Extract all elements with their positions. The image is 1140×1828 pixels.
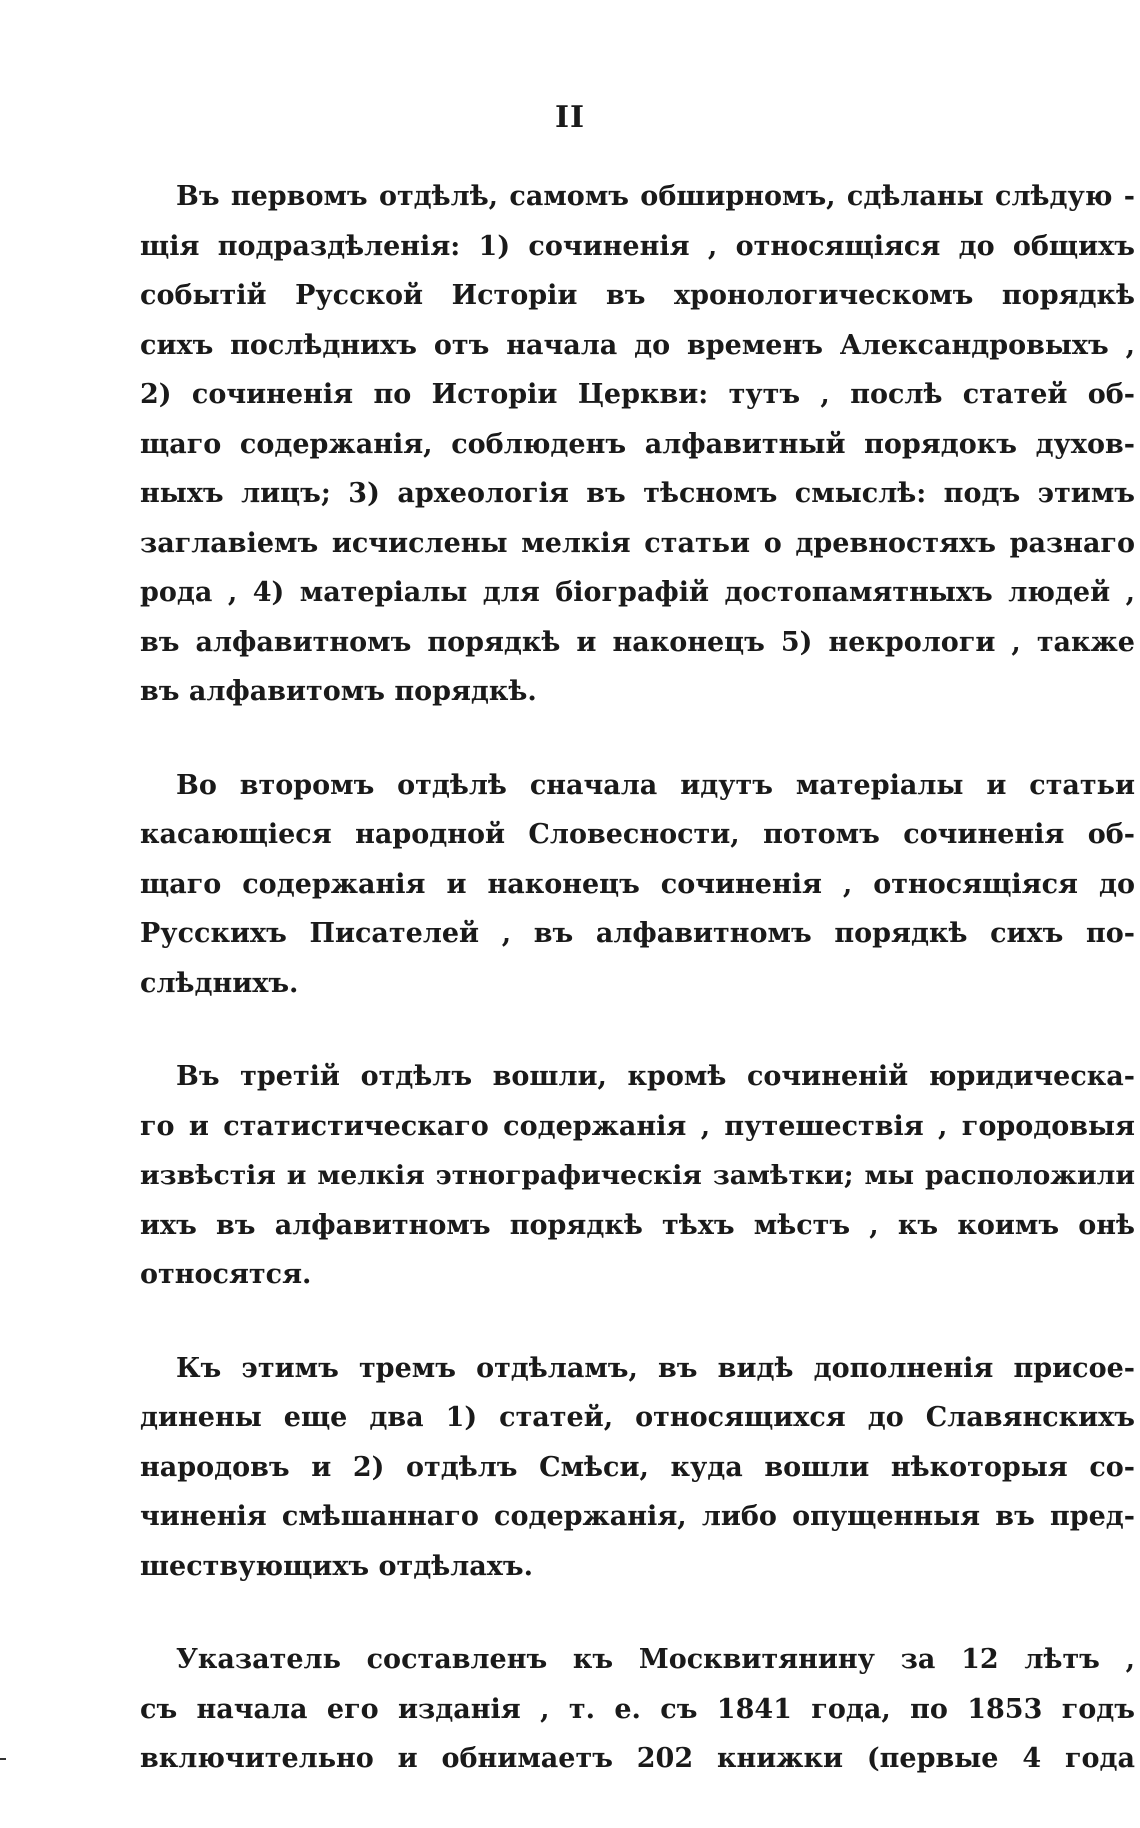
text-line: въ алфавитномъ порядкѣ и наконецъ 5) некрологи , также xyxy=(140,626,1135,658)
paragraph-2 xyxy=(140,761,1135,1009)
text-line: го и статистическаго содержанія , путешествія , городовыя xyxy=(140,1110,1135,1142)
text-line: Во второмъ отдѣлѣ сначала идутъ матеріалы и статьи xyxy=(176,769,1135,801)
text-line: шествующихъ отдѣлахъ. xyxy=(140,1550,534,1582)
text-line: относятся. xyxy=(140,1259,312,1290)
paragraph-5 xyxy=(140,1635,1135,1784)
text-line: заглавіемъ исчислены мелкія статьи о древностяхъ разнаго xyxy=(140,527,1135,559)
page-number: II xyxy=(554,100,586,135)
text-line: щія подраздѣленія: 1) сочиненія , относящіяся до общихъ xyxy=(140,230,1135,262)
text-line: Къ этимъ тремъ отдѣламъ, въ видѣ дополненія присое- xyxy=(176,1352,1135,1384)
text-line: щаго содержанія, соблюденъ алфавитный порядокъ духов- xyxy=(140,428,1135,460)
text-line: ихъ въ алфавитномъ порядкѣ тѣхъ мѣстъ , къ коимъ онѣ xyxy=(140,1209,1135,1241)
text-line: событій Русской Исторіи въ хронологическомъ порядкѣ xyxy=(140,280,1135,311)
text-line: въ алфавитомъ порядкѣ. xyxy=(140,676,537,707)
text-line: Русскихъ Писателей , въ алфавитномъ порядкѣ сихъ по- xyxy=(140,918,1135,949)
body-text xyxy=(140,172,1135,1828)
paragraph-4 xyxy=(140,1344,1135,1592)
text-line: съ начала его изданія , т. е. съ 1841 года, по 1853 годъ xyxy=(140,1693,1135,1725)
text-line: касающіеся народной Словесности, потомъ сочиненія об- xyxy=(140,819,1135,850)
text-line: 2) сочиненія по Исторіи Церкви: тутъ , послѣ статей об- xyxy=(140,379,1135,410)
text-line: Указатель составленъ къ Москвитянину за 12 лѣтъ , xyxy=(176,1644,1135,1675)
text-line: чиненія смѣшаннаго содержанія, либо опущенныя въ пред- xyxy=(140,1501,1135,1532)
text-line: ныхъ лицъ; 3) археологія въ тѣсномъ смыслѣ: подъ этимъ xyxy=(140,478,1135,509)
text-line: Въ третій отдѣлъ вошли, кромѣ сочиненій юридическа- xyxy=(176,1061,1135,1092)
text-line: народовъ и 2) отдѣлъ Смѣси, куда вошли нѣкоторыя со- xyxy=(140,1451,1135,1483)
paragraph-1 xyxy=(140,172,1135,717)
paragraph-3 xyxy=(140,1052,1135,1300)
text-line: извѣстія и мелкія этнографическія замѣтки; мы расположили xyxy=(140,1160,1135,1191)
scan-mark xyxy=(0,1758,6,1760)
text-line: слѣднихъ. xyxy=(140,967,299,999)
text-line: включительно и обнимаетъ 202 книжки (первые 4 года xyxy=(140,1743,1135,1774)
text-line: динены еще два 1) статей, относящихся до Славянскихъ xyxy=(140,1402,1135,1433)
text-line: сихъ послѣднихъ отъ начала до временъ Александровыхъ , xyxy=(140,329,1135,361)
text-line: рода , 4) матеріалы для біографій достопамятныхъ людей , xyxy=(140,577,1135,608)
text-line: щаго содержанія и наконецъ сочиненія , относящіяся до xyxy=(140,868,1135,900)
text-line: Въ первомъ отдѣлѣ, самомъ обширномъ, сдѣланы слѣдую - xyxy=(176,181,1135,212)
